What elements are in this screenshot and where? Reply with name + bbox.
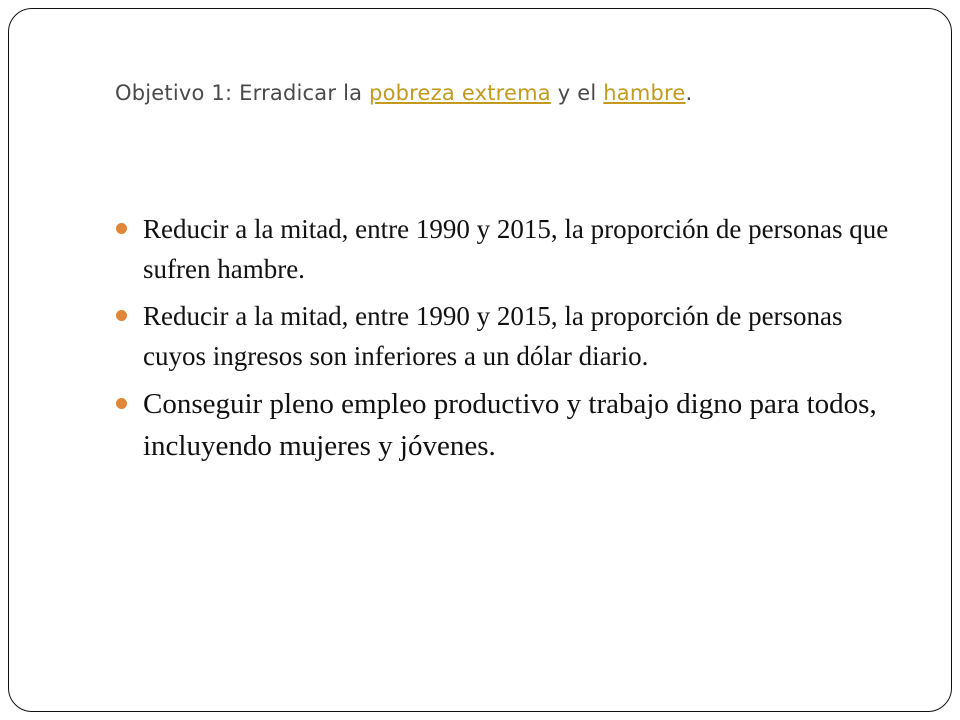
title-suffix: . [685, 81, 693, 105]
slide-frame [8, 8, 952, 712]
title-prefix: Objetivo 1: Erradicar la [115, 81, 370, 105]
title-middle: y el [550, 81, 604, 105]
hambre-link[interactable]: hambre [603, 81, 686, 105]
bullet-list [116, 209, 896, 467]
bullet-item: Reducir a la mitad, entre 1990 y 2015, la proporción de personas que sufren hambre. [116, 209, 896, 289]
bullet-item: Reducir a la mitad, entre 1990 y 2015, la proporción de personas cuyos ingresos son inferiores a un dólar diario. [116, 296, 896, 376]
pobreza-extrema-link[interactable]: pobreza extrema [369, 81, 551, 105]
slide-title [115, 81, 692, 105]
bullet-item: Conseguir pleno empleo productivo y trabajo digno para todos, incluyendo mujeres y jóvenes. [116, 383, 896, 467]
